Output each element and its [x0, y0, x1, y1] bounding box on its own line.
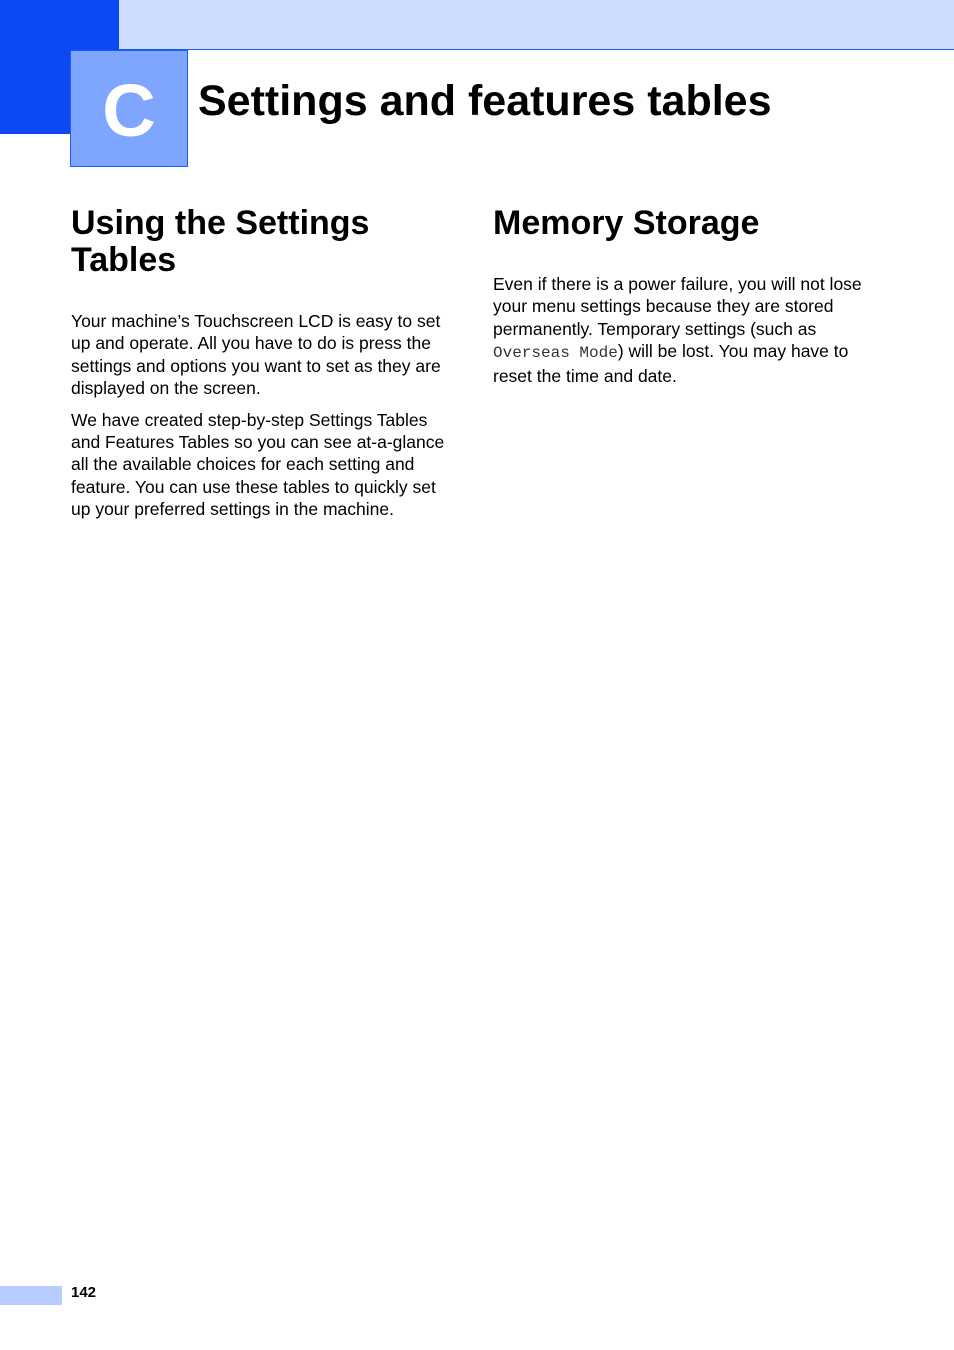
- paragraph-text: ) will be lost. You may have to reset the time and date.: [493, 341, 849, 386]
- chapter-title: Settings and features tables: [198, 77, 772, 125]
- chapter-letter: C: [102, 68, 156, 152]
- section-heading: Using the Settings Tables: [71, 204, 370, 279]
- section-using-settings-tables: [71, 205, 446, 530]
- chapter-badge: [70, 50, 188, 167]
- menu-term: Overseas Mode: [493, 344, 618, 363]
- header-band: [0, 0, 954, 50]
- section-heading: Memory Storage: [493, 204, 760, 242]
- paragraph-text: Even if there is a power failure, you will not lose your menu settings because they are stored permanently. Temporary settings (such as: [493, 274, 862, 339]
- page-number: 142: [71, 1284, 97, 1301]
- paragraph: We have created step-by-step Settings Tables and Features Tables so you can see at-a-glance all the available choices for each setting and feature. You can use these tables to quickly set up your preferred settings in the machine.: [71, 409, 445, 520]
- section-memory-storage: [493, 205, 873, 396]
- paragraph: Your machine’s Touchscreen LCD is easy to set up and operate. All you have to do is press the settings and options you want to set as they are displayed on the screen.: [71, 311, 441, 399]
- page-tab: [0, 1286, 62, 1305]
- paragraph: [493, 273, 873, 387]
